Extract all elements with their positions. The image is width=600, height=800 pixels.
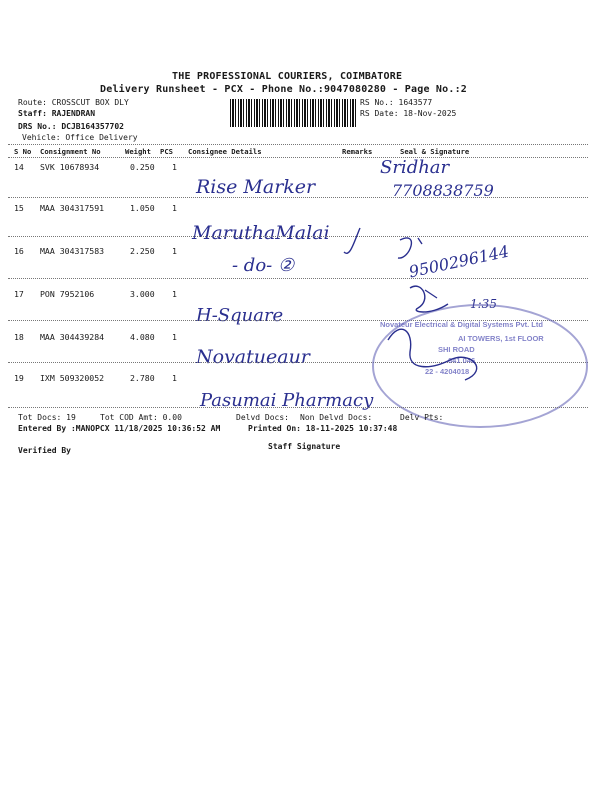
stamp-line: AI TOWERS, 1st FLOOR: [458, 334, 544, 343]
row-sno: 17: [14, 289, 24, 299]
stamp-line: 641 046: [448, 356, 476, 365]
stamp-line: Novateur Electrical & Digital Systems Pvt. Ltd: [380, 320, 543, 329]
row-consignee-handwritten: H-Square: [196, 305, 284, 326]
stamp-line: SHI ROAD: [438, 345, 475, 354]
delivered-docs: Delvd Docs:: [236, 413, 289, 422]
row-pcs: 1: [172, 246, 177, 256]
row-sno: 16: [14, 246, 24, 256]
stamp-line: 22 - 4204018: [425, 367, 470, 376]
row-consignment: MAA 304317591: [40, 203, 105, 213]
row-sno: 14: [14, 162, 24, 172]
company-title: THE PROFESSIONAL COURIERS, COIMBATORE: [172, 71, 403, 82]
row-pcs: 1: [172, 373, 177, 383]
row-pcs: 1: [172, 203, 177, 213]
row-consignee-handwritten: Pasumai Pharmacy: [200, 390, 374, 411]
staff-label: Staff: RAJENDRAN: [18, 109, 96, 118]
row-consignee-handwritten: Novatueaur: [196, 346, 310, 368]
col-weight: Weight: [125, 147, 151, 156]
row-consignment: MAA 304317583: [40, 246, 105, 256]
col-seal-signature: Seal & Signature: [400, 147, 470, 156]
row-pcs: 1: [172, 289, 177, 299]
row-consignment: PON 7952106: [40, 289, 95, 299]
verified-by-label: Verified By: [18, 446, 71, 455]
total-docs: Tot Docs: 19: [18, 413, 76, 422]
entered-by: Entered By :MANOPCX 11/18/2025 10:36:52 AM: [18, 424, 221, 433]
row-sno: 15: [14, 203, 24, 213]
check-mark-icon: [340, 222, 364, 268]
printed-on: Printed On: 18-11-2025 10:37:48: [248, 424, 398, 433]
row-phone-handwritten: 7708838759: [392, 181, 494, 200]
row-signature-handwritten: Sridhar: [380, 157, 450, 178]
divider: [8, 144, 588, 145]
col-pcs: PCS: [160, 147, 173, 156]
row-weight: 1.050: [130, 203, 155, 213]
row-pcs: 1: [172, 332, 177, 342]
rs-number: RS No.: 1643577: [360, 98, 433, 107]
row-phone-handwritten: 9500296144: [407, 241, 511, 282]
row-weight: 3.000: [130, 289, 155, 299]
row-consignee-handwritten: - do- ②: [232, 255, 295, 276]
delivery-points: Delv Pts:: [400, 413, 444, 422]
row-sno: 18: [14, 332, 24, 342]
row-weight: 4.080: [130, 332, 155, 342]
runsheet-subtitle: Delivery Runsheet - PCX - Phone No.:9047080280 - Page No.:2: [100, 84, 468, 95]
divider: [8, 407, 588, 408]
col-remarks: Remarks: [342, 147, 373, 156]
row-weight: 0.250: [130, 162, 155, 172]
row-consignment: MAA 304439284: [40, 332, 105, 342]
total-cod-amount: Tot COD Amt: 0.00: [100, 413, 182, 422]
row-weight: 2.250: [130, 246, 155, 256]
row-consignee-handwritten: MaruthaMalai: [192, 222, 330, 244]
col-consignment: Consignment No: [40, 147, 101, 156]
col-consignee: Consignee Details: [188, 147, 262, 156]
row-phone-handwritten: 1:35: [470, 297, 497, 311]
divider: [8, 157, 588, 158]
row-pcs: 1: [172, 162, 177, 172]
vehicle-label: Vehicle: Office Delivery: [22, 133, 138, 142]
divider: [8, 197, 588, 198]
route-label: Route: CROSSCUT BOX DLY: [18, 98, 129, 107]
row-consignee-handwritten: Rise Marker: [196, 176, 316, 198]
drs-label: DRS No.: DCJB164357702: [18, 122, 124, 131]
row-sno: 19: [14, 373, 24, 383]
row-consignment: SVK 10678934: [40, 162, 100, 172]
barcode: [230, 99, 356, 127]
non-delivered-docs: Non Delvd Docs:: [300, 413, 373, 422]
rs-date: RS Date: 18-Nov-2025: [360, 109, 457, 118]
row-weight: 2.780: [130, 373, 155, 383]
row-consignment: IXM 509320052: [40, 373, 105, 383]
col-sno: S No: [14, 147, 32, 156]
staff-signature-label: Staff Signature: [268, 442, 341, 451]
